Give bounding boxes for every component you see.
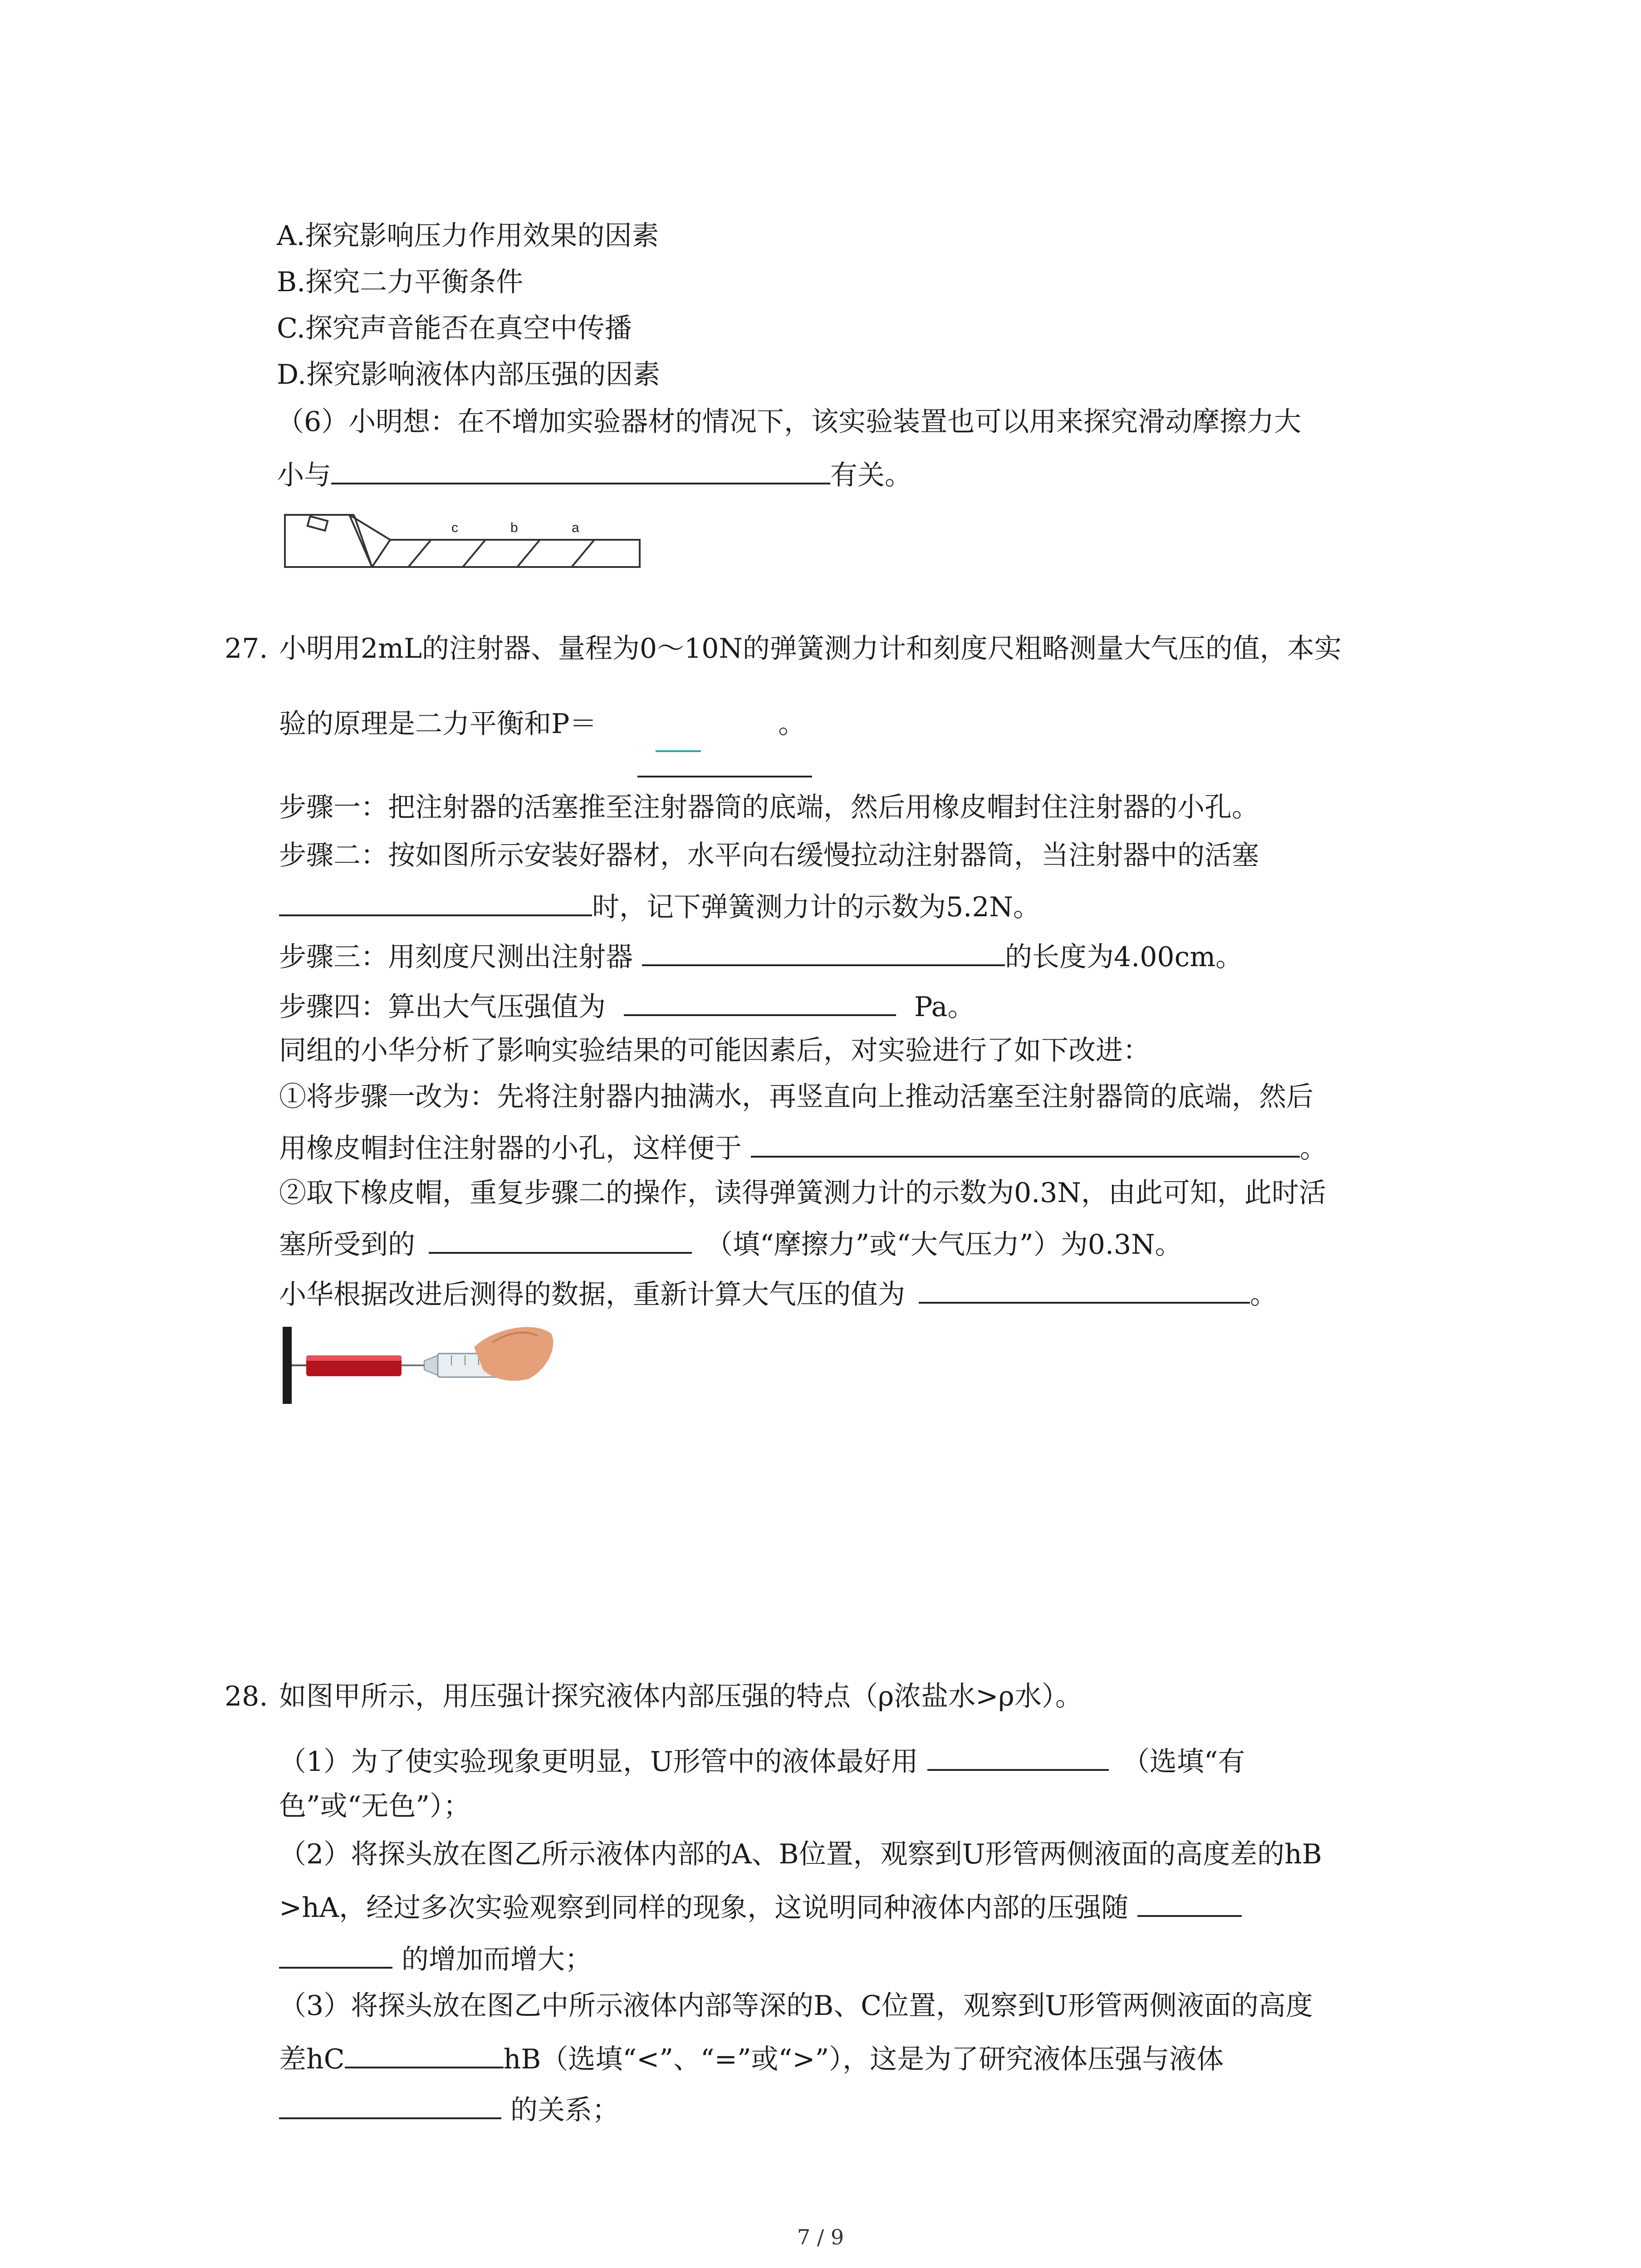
q27-number: 27. xyxy=(225,633,268,665)
q28-p2-line2: >hA，经过多次实验观察到同样的现象，这说明同种液体内部的压强随 xyxy=(279,1887,1242,1926)
q27-line2: 验的原理是二力平衡和P＝ 。 xyxy=(279,706,805,742)
answer-blank[interactable] xyxy=(331,455,830,484)
fraction-bar xyxy=(656,750,701,752)
q27-recalc: 小华根据改进后测得的数据，重新计算大气压的值为 。 xyxy=(279,1274,1277,1313)
q27-step2-line2: 时，记下弹簧测力计的示数为5.2N。 xyxy=(279,886,1040,925)
incline-figure xyxy=(281,506,644,569)
page-number: 7 / 9 xyxy=(797,2225,844,2249)
q28-intro: 如图甲所示，用压强计探究液体内部压强的特点（ρ浓盐水>ρ水）。 xyxy=(279,1681,1083,1712)
q28-p3-line2: 差hC hB（选填“<”、“=”或“>”），这是为了研究液体压强与液体 xyxy=(279,2038,1224,2077)
syringe-figure xyxy=(279,1315,560,1406)
answer-blank[interactable] xyxy=(927,1741,1109,1771)
figure-label-a: a xyxy=(572,520,579,535)
option-a: A.探究影响压力作用效果的因素 xyxy=(277,220,659,252)
q28-p2-line3: 的增加而增大； xyxy=(279,1939,592,1978)
answer-blank[interactable] xyxy=(751,1128,1300,1158)
q27-step4: 步骤四：算出大气压强值为 Pa。 xyxy=(279,986,975,1025)
q27-improve2-line2: 塞所受到的 （填“摩擦力”或“大气压力”）为0.3N。 xyxy=(279,1224,1182,1263)
q27-step3: 步骤三：用刻度尺测出注射器 的长度为4.00cm。 xyxy=(279,936,1243,975)
option-d: D.探究影响液体内部压强的因素 xyxy=(277,359,661,391)
answer-blank[interactable] xyxy=(345,2038,504,2068)
q28-number: 28. xyxy=(225,1681,268,1712)
answer-blank[interactable] xyxy=(642,936,1005,966)
answer-blank[interactable] xyxy=(919,1274,1250,1304)
q27-improve2-line1: ②取下橡皮帽，重复步骤二的操作，读得弹簧测力计的示数为0.3N，由此可知，此时活 xyxy=(279,1177,1326,1209)
answer-blank[interactable] xyxy=(624,986,896,1016)
answer-blank[interactable] xyxy=(279,1939,392,1969)
q27-improve-intro: 同组的小华分析了影响实验结果的可能因素后，对实验进行了如下改进： xyxy=(279,1035,1150,1066)
q27-step1: 步骤一：把注射器的活塞推至注射器筒的底端，然后用橡皮帽封住注射器的小孔。 xyxy=(279,792,1259,823)
q28-p1-line2: 色”或“无色”）； xyxy=(279,1790,471,1822)
q27-improve1-line2: 用橡皮帽封住注射器的小孔，这样便于 。 xyxy=(279,1128,1327,1167)
q27-line1: 小明用2mL的注射器、量程为0～10N的弹簧测力计和刻度尺粗略测量大气压的值，本实 xyxy=(279,633,1342,665)
answer-blank[interactable] xyxy=(429,1224,692,1254)
q27-improve1-line1: ①将步骤一改为：先将注射器内抽满水，再竖直向上推动活塞至注射器筒的底端，然后 xyxy=(279,1081,1313,1113)
q27-step2-line1: 步骤二：按如图所示安装好器材，水平向右缓慢拉动注射器筒，当注射器中的活塞 xyxy=(279,840,1259,871)
answer-blank[interactable] xyxy=(279,886,592,916)
figure-label-c: c xyxy=(451,520,458,535)
q28-p3-line3: 的关系； xyxy=(279,2089,619,2128)
option-c: C.探究声音能否在真空中传播 xyxy=(277,313,632,344)
q28-p1-line1: （1）为了使实验现象更明显，U形管中的液体最好用 （选填“有 xyxy=(279,1741,1245,1780)
fraction-blank-line xyxy=(637,776,812,777)
q28-p3-line1: （3）将探头放在图乙中所示液体内部等深的B、C位置，观察到U形管两侧液面的高度 xyxy=(279,1990,1313,2022)
q26-part6-line2: 小与 有关。 xyxy=(277,455,912,494)
q28-p2-line1: （2）将探头放在图乙所示液体内部的A、B位置，观察到U形管两侧液面的高度差的hB xyxy=(279,1838,1322,1870)
answer-blank[interactable] xyxy=(279,2089,501,2119)
q26-part6-line1: （6）小明想：在不增加实验器材的情况下，该实验装置也可以用来探究滑动摩擦力大 xyxy=(277,406,1302,438)
option-b: B.探究二力平衡条件 xyxy=(277,266,524,298)
figure-label-b: b xyxy=(510,520,518,535)
answer-blank[interactable] xyxy=(1137,1887,1242,1917)
